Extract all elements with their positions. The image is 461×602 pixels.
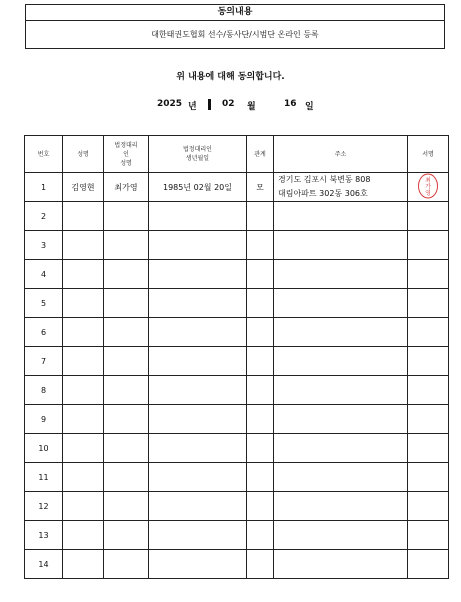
row-signature <box>408 550 449 579</box>
header-relation: 관계 <box>247 136 274 173</box>
row-guardian-birth <box>149 231 247 260</box>
row-address <box>274 347 408 376</box>
row-name <box>63 231 104 260</box>
table-row <box>25 347 449 376</box>
table-row <box>25 376 449 405</box>
row-no: 6 <box>25 318 63 347</box>
row-guardian-birth <box>149 463 247 492</box>
table-body <box>25 173 449 579</box>
row-signature <box>408 260 449 289</box>
row-guardian-birth <box>149 434 247 463</box>
header-guardian-name-line2: 인 <box>123 150 129 158</box>
row-guardian-birth <box>149 202 247 231</box>
row-guardian-name <box>104 376 149 405</box>
consent-box-title: 동의내용 <box>26 5 444 21</box>
row-signature <box>408 289 449 318</box>
row-signature <box>408 463 449 492</box>
row-address <box>274 231 408 260</box>
row-signature <box>408 434 449 463</box>
row-guardian-birth <box>149 318 247 347</box>
row-address <box>274 173 408 202</box>
row-address <box>274 434 408 463</box>
row-guardian-birth <box>149 347 247 376</box>
row-signature <box>408 318 449 347</box>
row-relation <box>247 260 274 289</box>
row-no: 1 <box>25 173 63 202</box>
row-name <box>63 463 104 492</box>
table-row <box>25 492 449 521</box>
row-address <box>274 318 408 347</box>
header-name: 성명 <box>63 136 104 173</box>
row-relation <box>247 318 274 347</box>
header-guardian-birth <box>149 136 247 173</box>
date-day: 16 <box>284 99 297 109</box>
row-guardian-name <box>104 463 149 492</box>
row-name <box>63 405 104 434</box>
row-no: 14 <box>25 550 63 579</box>
row-guardian-name <box>104 231 149 260</box>
row-signature <box>408 231 449 260</box>
row-relation <box>247 463 274 492</box>
table-row <box>25 521 449 550</box>
row-signature <box>408 376 449 405</box>
row-guardian-name <box>104 550 149 579</box>
row-guardian-birth: 1985년 02월 20일 <box>149 173 247 202</box>
header-guardian-name <box>104 136 149 173</box>
svg-text:가: 가 <box>425 183 431 191</box>
row-guardian-name <box>104 318 149 347</box>
svg-text:최: 최 <box>425 177 431 184</box>
row-guardian-name <box>104 289 149 318</box>
row-no: 2 <box>25 202 63 231</box>
row-relation <box>247 347 274 376</box>
row-signature <box>408 521 449 550</box>
table-row <box>25 231 449 260</box>
row-no: 8 <box>25 376 63 405</box>
signature-stamp-icon <box>417 173 439 199</box>
row-guardian-birth <box>149 260 247 289</box>
table-row <box>25 463 449 492</box>
header-guardian-name-line3: 성명 <box>120 159 132 167</box>
table-row <box>25 405 449 434</box>
row-no: 13 <box>25 521 63 550</box>
row-guardian-birth <box>149 376 247 405</box>
row-guardian-name <box>104 202 149 231</box>
header-no: 번호 <box>25 136 63 173</box>
row-relation <box>247 376 274 405</box>
row-name <box>63 202 104 231</box>
row-guardian-name <box>104 434 149 463</box>
row-no: 4 <box>25 260 63 289</box>
row-signature <box>408 492 449 521</box>
row-guardian-name <box>104 347 149 376</box>
header-guardian-name-line1: 법정대리 <box>114 141 138 149</box>
signature-table <box>24 135 449 579</box>
row-name <box>63 492 104 521</box>
row-signature <box>408 202 449 231</box>
row-address <box>274 492 408 521</box>
row-name <box>63 434 104 463</box>
row-address <box>274 463 408 492</box>
row-signature <box>408 405 449 434</box>
row-address-line2: 대림아파트 302동 306호 <box>278 189 368 198</box>
row-relation <box>247 492 274 521</box>
row-address <box>274 521 408 550</box>
row-guardian-name <box>104 405 149 434</box>
date-day-unit: 일 <box>305 102 314 112</box>
row-name <box>63 289 104 318</box>
svg-text:영: 영 <box>425 190 431 197</box>
table-row <box>25 550 449 579</box>
row-name <box>63 347 104 376</box>
table-row <box>25 202 449 231</box>
table-row <box>25 434 449 463</box>
row-no: 5 <box>25 289 63 318</box>
row-address <box>274 405 408 434</box>
row-guardian-birth <box>149 289 247 318</box>
row-guardian-birth <box>149 550 247 579</box>
date-separator <box>208 99 211 110</box>
row-no: 11 <box>25 463 63 492</box>
date-year-unit: 년 <box>188 102 197 112</box>
table-row <box>25 173 449 202</box>
row-signature <box>408 173 449 202</box>
consent-box <box>25 4 445 49</box>
row-relation: 모 <box>247 173 274 202</box>
row-relation <box>247 434 274 463</box>
row-guardian-birth <box>149 521 247 550</box>
row-address-line1: 경기도 김포시 북변동 808 <box>278 175 371 184</box>
consent-box-body: 대한태권도협회 선수/동사단/시범단 온라인 등록 <box>151 30 319 39</box>
date-year: 2025 <box>157 99 183 109</box>
row-guardian-birth <box>149 405 247 434</box>
header-address: 주소 <box>274 136 408 173</box>
row-relation <box>247 289 274 318</box>
row-name <box>63 318 104 347</box>
row-relation <box>247 405 274 434</box>
table-row <box>25 318 449 347</box>
row-relation <box>247 550 274 579</box>
row-relation <box>247 202 274 231</box>
row-address <box>274 260 408 289</box>
row-guardian-birth <box>149 492 247 521</box>
row-signature <box>408 347 449 376</box>
table-header-row <box>25 136 449 173</box>
row-address <box>274 376 408 405</box>
row-no: 12 <box>25 492 63 521</box>
row-guardian-name <box>104 260 149 289</box>
row-relation <box>247 231 274 260</box>
row-no: 7 <box>25 347 63 376</box>
row-no: 9 <box>25 405 63 434</box>
row-no: 10 <box>25 434 63 463</box>
date-month-unit: 월 <box>247 102 256 112</box>
row-no: 3 <box>25 231 63 260</box>
row-guardian-name <box>104 492 149 521</box>
table-row <box>25 260 449 289</box>
row-relation <box>247 521 274 550</box>
row-address <box>274 289 408 318</box>
row-name <box>63 550 104 579</box>
header-guardian-birth-line2: 생년월일 <box>185 155 210 162</box>
row-guardian-name <box>104 521 149 550</box>
row-address <box>274 550 408 579</box>
row-name: 김영현 <box>63 173 104 202</box>
row-guardian-name: 최가영 <box>104 173 149 202</box>
consent-statement: 위 내용에 대해 동의합니다. <box>176 72 285 82</box>
row-name <box>63 376 104 405</box>
header-guardian-birth-line1: 법정대리인 <box>183 146 212 153</box>
row-name <box>63 260 104 289</box>
row-address <box>274 202 408 231</box>
date-month: 02 <box>222 99 235 109</box>
header-signature: 서명 <box>408 136 449 173</box>
table-row <box>25 289 449 318</box>
row-name <box>63 521 104 550</box>
